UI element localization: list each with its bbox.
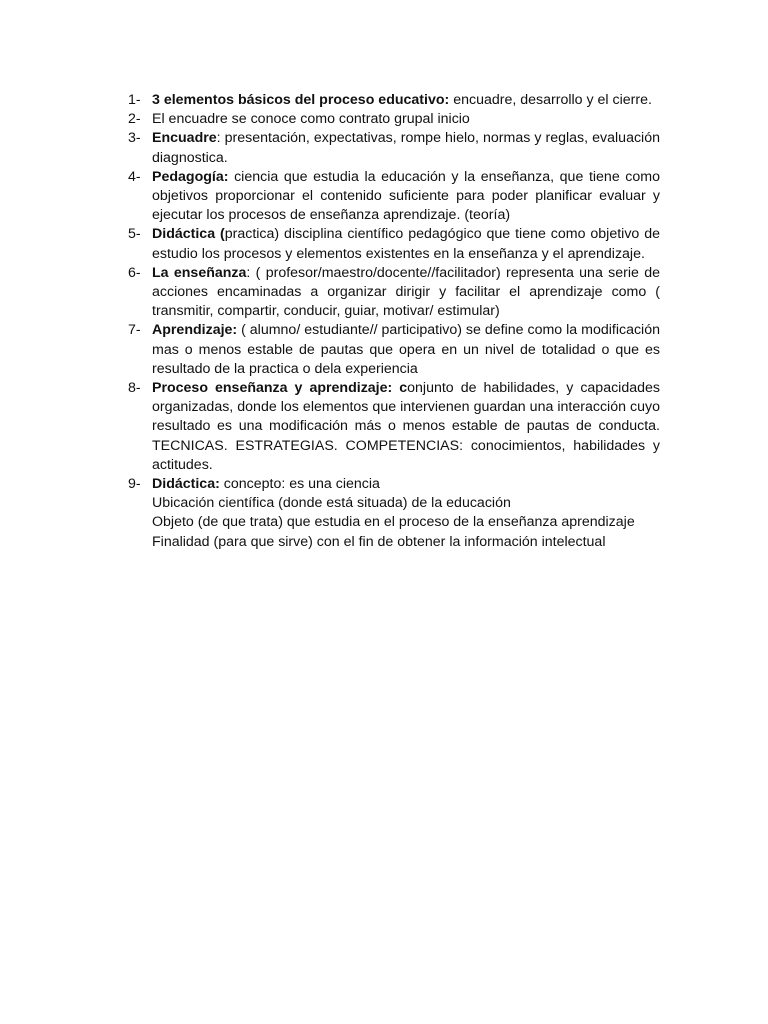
item-definition: onjunto de habilidades, y capacidades organizadas, donde los elementos que intervienen guardan una interacción cuyo resultado es una modificación más o menos estable de pautas de conducta. TECNICAS. ESTRATEGIAS. COMPETENCIAS: conocimientos, habilidades y actitudes. — [152, 380, 660, 473]
list-item-3 — [126, 129, 660, 167]
item-number: 5- — [128, 226, 141, 243]
list-item-9 — [126, 475, 660, 552]
list-item-1 — [126, 91, 660, 110]
item-text — [152, 129, 660, 167]
item-term: La enseñanza — [152, 264, 247, 281]
item-number: 4- — [128, 168, 141, 185]
item-term: Didáctica ( — [152, 226, 225, 243]
item-text — [152, 321, 660, 379]
item-text — [152, 225, 660, 263]
item-subline: Finalidad (para que sirve) con el fin de obtener la información intelectual — [152, 533, 606, 550]
item-subline: Objeto (de que trata) que estudia en el proceso de la enseñanza aprendizaje — [152, 514, 635, 531]
item-definition: practica) disciplina científico pedagógico que tiene como objetivo de estudio los procesos y elementos existentes en la enseñanza y el aprendizaje. — [152, 226, 661, 262]
list-item-2 — [126, 110, 660, 129]
item-text — [152, 379, 660, 475]
item-text — [152, 475, 660, 494]
item-definition: ciencia que estudia la educación y la enseñanza, que tiene como objetivos proporcionar el contenido suficiente para poder planificar evaluar y ejecutar los procesos de enseñanza aprendizaje. (teoría) — [152, 168, 660, 224]
item-text — [152, 91, 660, 110]
item-number: 6- — [128, 264, 141, 281]
list-item-6 — [126, 264, 660, 322]
item-number: 8- — [128, 380, 141, 397]
item-number: 7- — [128, 322, 141, 339]
item-text — [152, 168, 660, 226]
item-definition: : ( profesor/maestro/docente//facilitador) representa una serie de acciones encaminadas a organizar dirigir y facilitar el aprendizaje como ( transmitir, compartir, conducir, guiar, motivar/ estimular) — [152, 264, 660, 320]
item-text — [152, 264, 660, 322]
item-term: Encuadre — [152, 130, 217, 147]
item-term: Didáctica: — [152, 476, 220, 493]
item-number: 2- — [128, 111, 141, 128]
numbered-list — [126, 91, 660, 552]
list-item-7 — [126, 321, 660, 379]
item-term: Proceso enseñanza y aprendizaje: c — [152, 380, 408, 397]
list-item-5 — [126, 225, 660, 263]
item-definition: encuadre, desarrollo y el cierre. — [449, 92, 652, 108]
list-item-8 — [126, 379, 660, 475]
item-definition: ( alumno/ estudiante// participativo) se define como la modificación mas o menos estable de pautas que opera en un nivel de totalidad o que es resultado de la practica o dela experiencia — [152, 322, 660, 377]
item-text — [152, 110, 660, 129]
item-number: 1- — [128, 92, 141, 108]
item-term: Pedagogía: — [152, 168, 229, 185]
item-number: 3- — [128, 130, 141, 147]
item-term: Aprendizaje: — [152, 322, 238, 339]
item-term: 3 elementos básicos del proceso educativo: — [152, 92, 450, 108]
item-subline: Ubicación científica (donde está situada) de la educación — [152, 495, 511, 512]
item-definition: : presentación, expectativas, rompe hielo, normas y reglas, evaluación diagnostica. — [152, 130, 660, 166]
list-item-4 — [126, 168, 660, 226]
item-number: 9- — [128, 476, 141, 493]
item-definition: El encuadre se conoce como contrato grupal inicio — [152, 111, 470, 128]
item-definition: concepto: es una ciencia — [219, 476, 380, 493]
